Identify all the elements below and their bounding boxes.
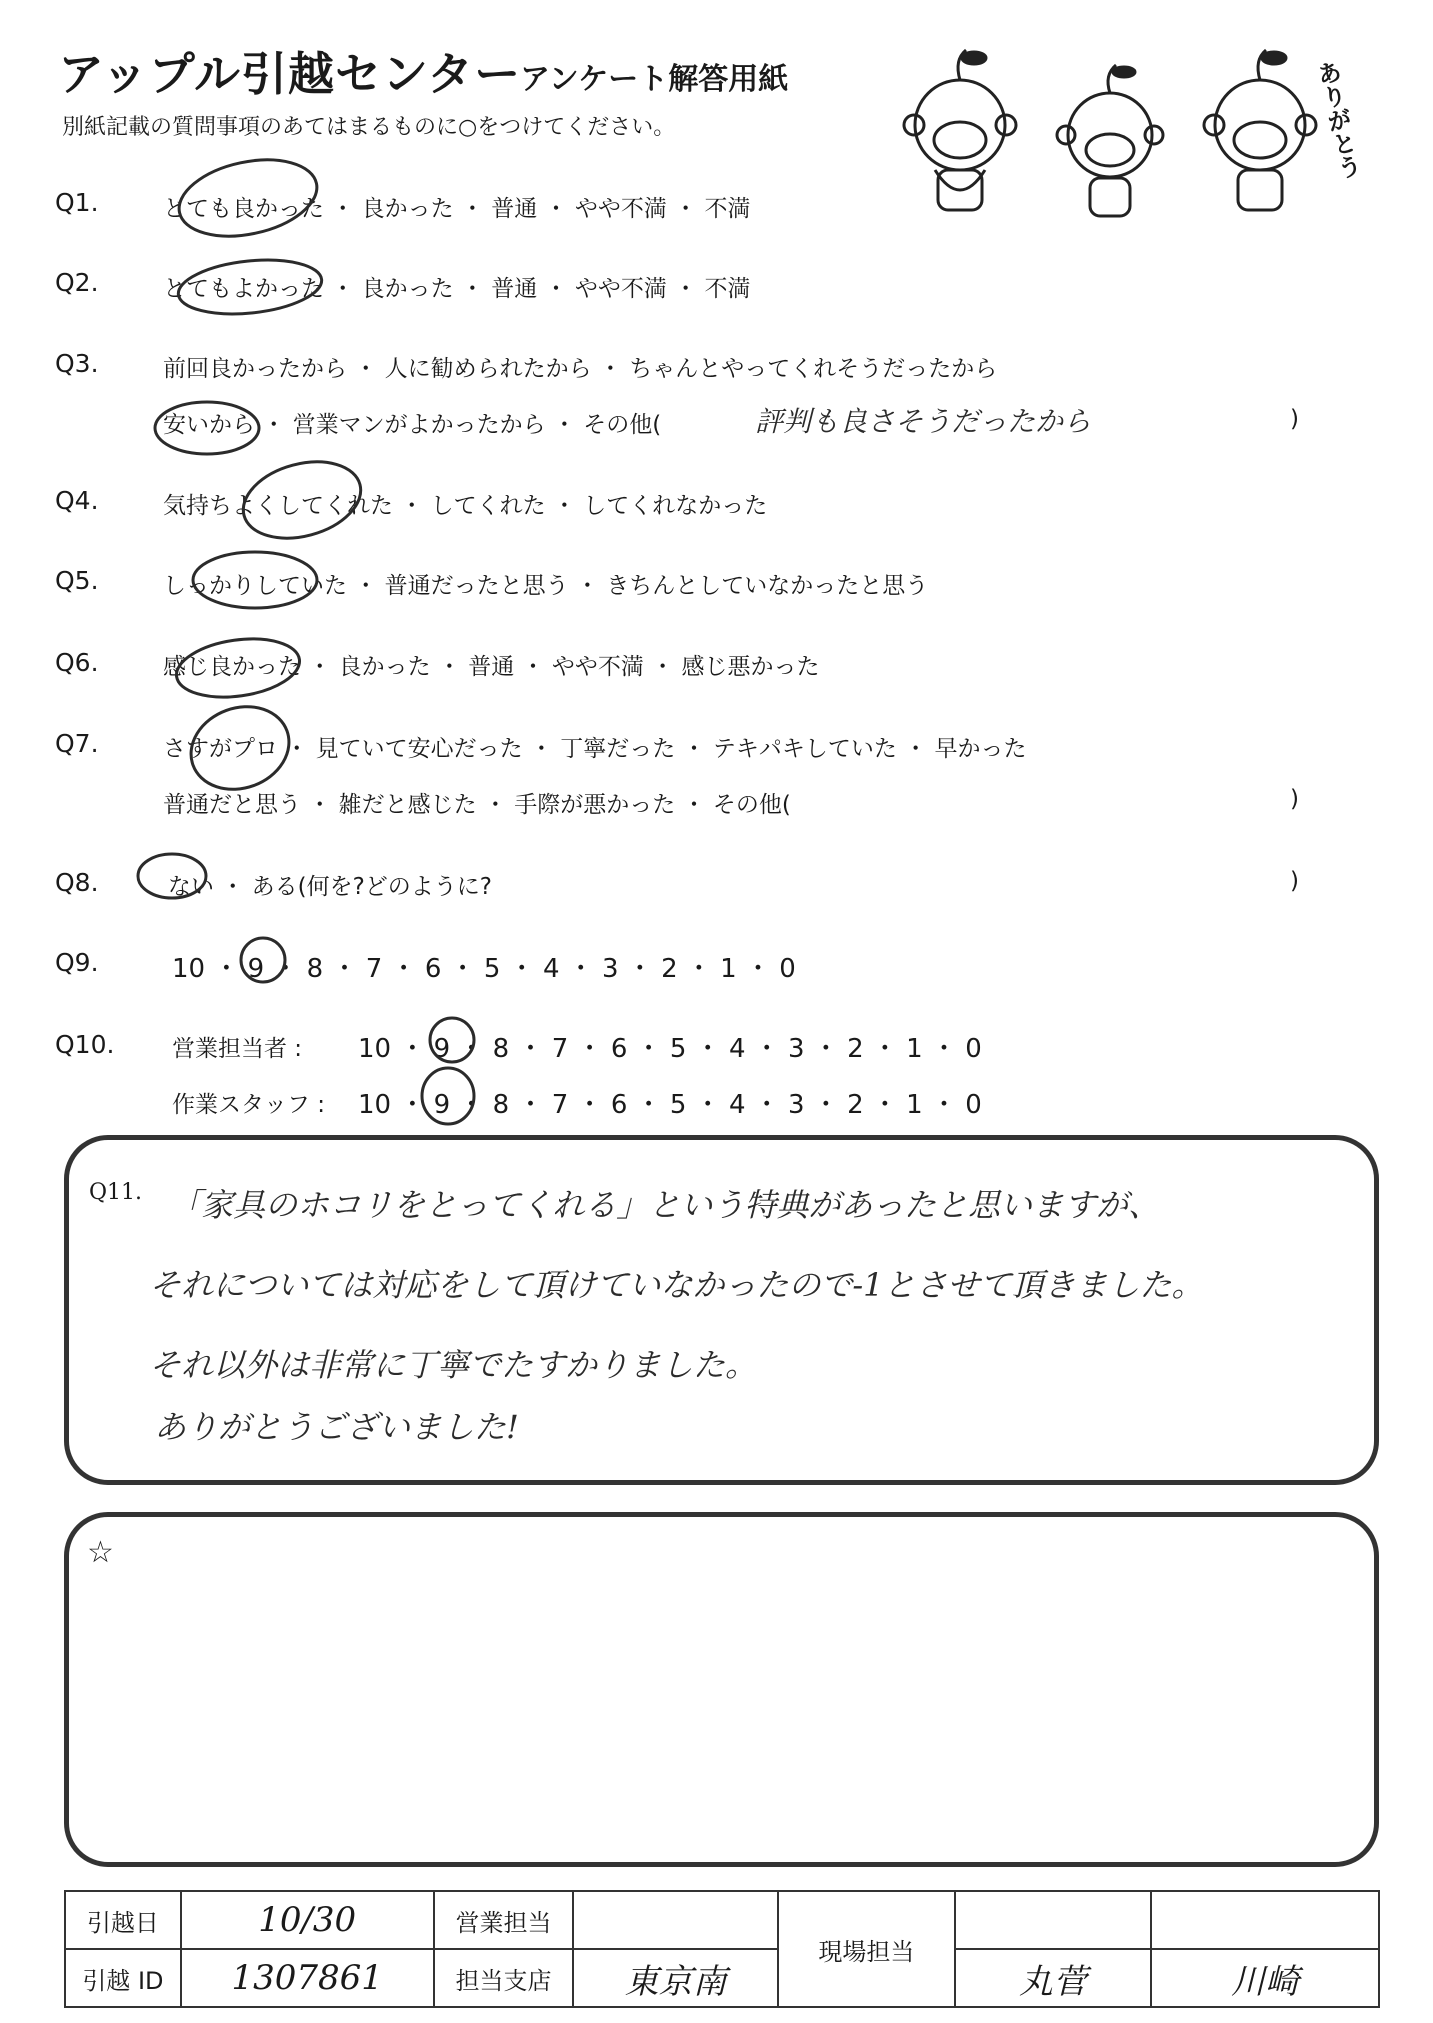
q5-options[interactable]: しっかりしていた ・ 普通だったと思う ・ きちんとしていなかったと思う <box>163 573 929 599</box>
q8-options[interactable]: ない ・ ある(何を?どのように? <box>168 874 493 900</box>
q8-close-paren: ) <box>1290 868 1299 894</box>
q10-label: Q10. <box>55 1030 115 1059</box>
form-subtitle: アンケート解答用紙 <box>520 62 789 97</box>
q10-sales-label: 営業担当者 : <box>172 1036 303 1062</box>
answer-circle <box>241 938 285 982</box>
star-icon: ☆ <box>87 1535 114 1570</box>
move-date-label: 引越日 <box>65 1891 181 1949</box>
answer-circle <box>172 148 324 248</box>
branch-label: 担当支店 <box>434 1949 574 2007</box>
q11-comment-line: 「家具のホコリをとってくれる」という特典があったと思いますが、 <box>169 1186 1161 1224</box>
site-rep-2: 川崎 <box>1151 1949 1379 2007</box>
q7-label: Q7. <box>55 729 99 758</box>
q9-scale[interactable]: 10 ・ 9 ・ 8 ・ 7 ・ 6 ・ 5 ・ 4 ・ 3 ・ 2 ・ 1 ・ 0 <box>172 954 796 984</box>
thanks-text: ありがとう <box>1310 58 1364 182</box>
q2-label: Q2. <box>55 268 99 297</box>
move-id-label: 引越 ID <box>65 1949 181 2007</box>
answer-circle <box>173 632 304 705</box>
instruction-text: 別紙記載の質問事項のあてはまるものに○をつけてください。 <box>62 115 676 140</box>
q3-options-line1[interactable]: 前回良かったから ・ 人に勧められたから ・ ちゃんとやってくれそうだったから <box>163 356 998 382</box>
q7-options-line2[interactable]: 普通だと思う ・ 雑だと感じた ・ 手際が悪かった ・ その他( <box>163 792 791 818</box>
move-id-value: 1307861 <box>181 1949 434 2007</box>
q4-options[interactable]: 気持ちよくしてくれた ・ してくれた ・ してくれなかった <box>163 493 768 519</box>
site-rep-1: 丸菅 <box>955 1949 1152 2007</box>
q1-label: Q1. <box>55 188 99 217</box>
q5-label: Q5. <box>55 566 99 595</box>
q7-options-line1[interactable]: さすがプロ ・ 見ていて安心だった ・ 丁寧だった ・ テキパキしていた ・ 早かった <box>163 736 1027 762</box>
q3-other-answer: 評判も良さそうだったから <box>755 405 1092 438</box>
branch-value: 東京南 <box>573 1949 778 2007</box>
q4-label: Q4. <box>55 486 99 515</box>
q8-label: Q8. <box>55 868 99 897</box>
q1-options[interactable]: とても良かった ・ 良かった ・ 普通 ・ やや不満 ・ 不満 <box>163 196 751 222</box>
answer-circle <box>430 1018 474 1062</box>
answer-circle <box>193 552 317 608</box>
move-date-value: 10/30 <box>181 1891 434 1949</box>
q3-label: Q3. <box>55 349 99 378</box>
answer-circle <box>155 402 259 454</box>
q10-sales-scale[interactable]: 10 ・ 9 ・ 8 ・ 7 ・ 6 ・ 5 ・ 4 ・ 3 ・ 2 ・ 1 ・ 0 <box>358 1034 982 1064</box>
brand-title: アップル引越センター <box>58 47 522 101</box>
q3-options-line2[interactable]: 安いから ・ 営業マンがよかったから ・ その他( <box>163 412 662 438</box>
answer-circle <box>138 854 206 898</box>
q11-comment-line: それについては対応をして頂けていなかったので-1とさせて頂きました。 <box>149 1266 1204 1304</box>
q11-comment-line: それ以外は非常に丁寧でたすかりました。 <box>149 1346 758 1384</box>
q11-label: Q11. <box>89 1180 143 1205</box>
site-rep-label: 現場担当 <box>778 1891 955 2007</box>
q10-staff-label: 作業スタッフ : <box>172 1092 326 1118</box>
q7-close-paren: ) <box>1290 786 1299 812</box>
answer-circle <box>422 1068 474 1124</box>
q11-comment-line: ありがとうございました! <box>154 1408 519 1446</box>
answer-circle <box>235 450 370 551</box>
answer-circle <box>179 693 300 802</box>
q10-staff-scale[interactable]: 10 ・ 9 ・ 8 ・ 7 ・ 6 ・ 5 ・ 4 ・ 3 ・ 2 ・ 1 ・ 0 <box>358 1090 982 1120</box>
q6-label: Q6. <box>55 648 99 677</box>
q6-options[interactable]: 感じ良かった ・ 良かった ・ 普通 ・ やや不満 ・ 感じ悪かった <box>163 654 820 680</box>
sales-rep-label: 営業担当 <box>434 1891 574 1949</box>
q9-label: Q9. <box>55 948 99 977</box>
q2-options[interactable]: とてもよかった ・ 良かった ・ 普通 ・ やや不満 ・ 不満 <box>163 276 751 302</box>
q3-close-paren: ) <box>1290 406 1299 432</box>
answer-circle <box>176 254 325 321</box>
